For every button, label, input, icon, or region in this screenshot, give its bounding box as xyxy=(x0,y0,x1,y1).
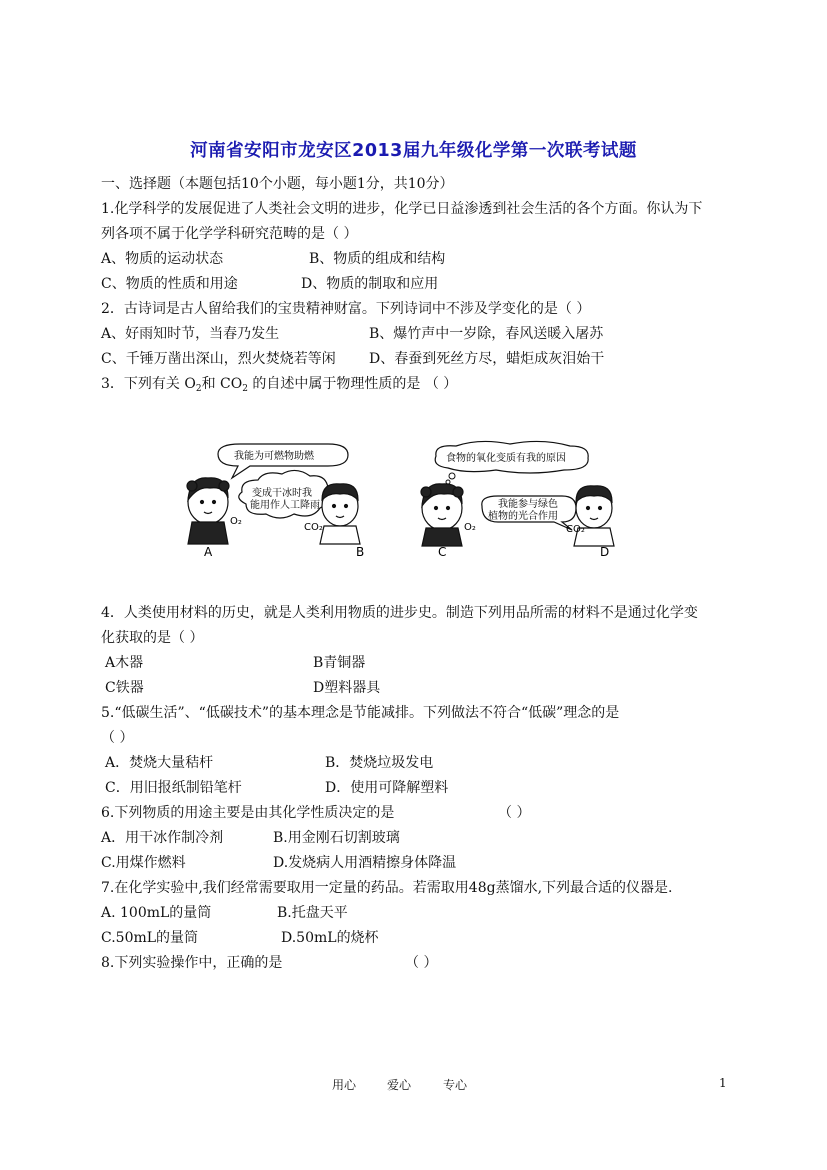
question-6-option-d: D.发烧病人用酒精擦身体降温 xyxy=(273,855,457,871)
question-8-answer-paren: （ ） xyxy=(405,955,438,971)
label-b: B xyxy=(356,545,365,559)
question-6-option-b: B.用金刚石切割玻璃 xyxy=(273,830,400,846)
question-2-option-a: A、好雨知时节，当春乃发生 xyxy=(101,326,280,342)
bubble-d-text-1: 我能参与绿色 xyxy=(498,499,558,510)
question-1-line-1: 1.化学科学的发展促进了人类社会文明的进步，化学已日益渗透到社会生活的各个方面。你认为下 xyxy=(101,201,703,217)
question-1-option-a: A、物质的运动状态 xyxy=(101,251,224,267)
question-4-option-d: D塑料器具 xyxy=(313,680,381,696)
page-title: 河南省安阳市龙安区2013届九年级化学第一次联考试题 xyxy=(190,141,637,161)
girl-a-figure xyxy=(187,478,229,544)
question-2-option-b: B、爆竹声中一岁除，春风送暖入屠苏 xyxy=(369,326,604,342)
bubble-b-text-2: 能用作人工降雨 xyxy=(250,500,320,511)
question-5-option-a: A．焚烧大量秸杆 xyxy=(105,755,214,771)
question-6-option-c: C.用煤作燃料 xyxy=(101,855,186,871)
oxygen-carbon-dioxide-cartoon xyxy=(180,440,620,562)
girl-c-figure xyxy=(421,484,463,546)
label-a: A xyxy=(204,545,213,559)
question-6-answer-paren: （ ） xyxy=(498,805,531,821)
question-7-line-1: 7.在化学实验中,我们经常需要取用一定量的药品。若需取用48g蒸馏水,下列最合适的仪器是. xyxy=(101,880,673,896)
question-3-line-1: 3．下列有关 $O_2$和 $CO_2$ 的自述中属于物理性质的是 （ ） xyxy=(101,376,458,394)
label-c: C xyxy=(438,545,447,559)
label-d: D xyxy=(600,545,610,559)
question-4-line-1: 4．人类使用材料的历史，就是人类利用物质的进步史。制造下列用品所需的材料不是通过化学变 xyxy=(101,605,698,621)
footer-text-3: 专心 xyxy=(443,1078,468,1092)
question-5-option-c: C．用旧报纸制铅笔杆 xyxy=(105,780,242,796)
question-5-line-1: 5.“低碳生活”、“低碳技术”的基本理念是节能减排。下列做法不符合“低碳”理念的是 xyxy=(101,705,620,721)
question-1-option-c: C、物质的性质和用途 xyxy=(101,276,238,292)
question-2-option-c: C、千锤万凿出深山，烈火焚烧若等闲 xyxy=(101,351,336,367)
question-5-option-d: D．使用可降解塑料 xyxy=(325,780,449,796)
o2-label-a: O₂ xyxy=(230,516,242,527)
question-4-option-a: A木器 xyxy=(105,655,144,671)
co2-label-d: CO₂ xyxy=(566,524,585,535)
question-5-option-b: B．焚烧垃圾发电 xyxy=(325,755,434,771)
question-5-line-2: （ ） xyxy=(101,730,134,746)
co2-label-b: CO₂ xyxy=(304,522,323,533)
question-4-option-c: C铁器 xyxy=(105,680,144,696)
question-1-option-b: B、物质的组成和结构 xyxy=(309,251,446,267)
boy-b-figure xyxy=(320,484,360,544)
bubble-c-text: 食物的氧化变质有我的原因 xyxy=(446,453,566,464)
question-6-option-a: A．用干冰作制冷剂 xyxy=(101,830,224,846)
section-heading: 一、选择题（本题包括10个小题，每小题1分，共10分） xyxy=(101,176,454,192)
question-2-option-d: D、春蚕到死丝方尽，蜡炬成灰泪始干 xyxy=(369,351,605,367)
page-number: 1 xyxy=(719,1076,727,1090)
bubble-a-text: 我能为可燃物助燃 xyxy=(234,451,314,462)
question-1-option-d: D、物质的制取和应用 xyxy=(301,276,439,292)
boy-d-figure xyxy=(574,486,614,546)
question-4-option-b: B青铜器 xyxy=(313,655,366,671)
question-7-option-a: A. 100mL的量筒 xyxy=(101,905,212,921)
question-7-option-d: D.50mL的烧杯 xyxy=(281,930,379,946)
question-4-line-2: 化获取的是（ ） xyxy=(101,630,204,646)
footer-text-1: 用心 xyxy=(332,1078,357,1092)
question-8-line-1: 8.下列实验操作中，正确的是 xyxy=(101,955,283,971)
question-1-line-2: 列各项不属于化学学科研究范畴的是（ ） xyxy=(101,226,358,242)
bubble-b-text-1: 变成干冰时我 xyxy=(252,488,312,499)
bubble-d-text-2: 植物的光合作用 xyxy=(488,511,558,522)
footer-text-2: 爱心 xyxy=(387,1078,412,1092)
question-7-option-c: C.50mL的量筒 xyxy=(101,930,199,946)
question-6-line-1: 6.下列物质的用途主要是由其化学性质决定的是 xyxy=(101,805,395,821)
question-2-line-1: 2．古诗词是古人留给我们的宝贵精神财富。下列诗词中不涉及学变化的是（ ） xyxy=(101,301,591,317)
question-7-option-b: B.托盘天平 xyxy=(277,905,348,921)
o2-label-c: O₂ xyxy=(464,522,476,533)
